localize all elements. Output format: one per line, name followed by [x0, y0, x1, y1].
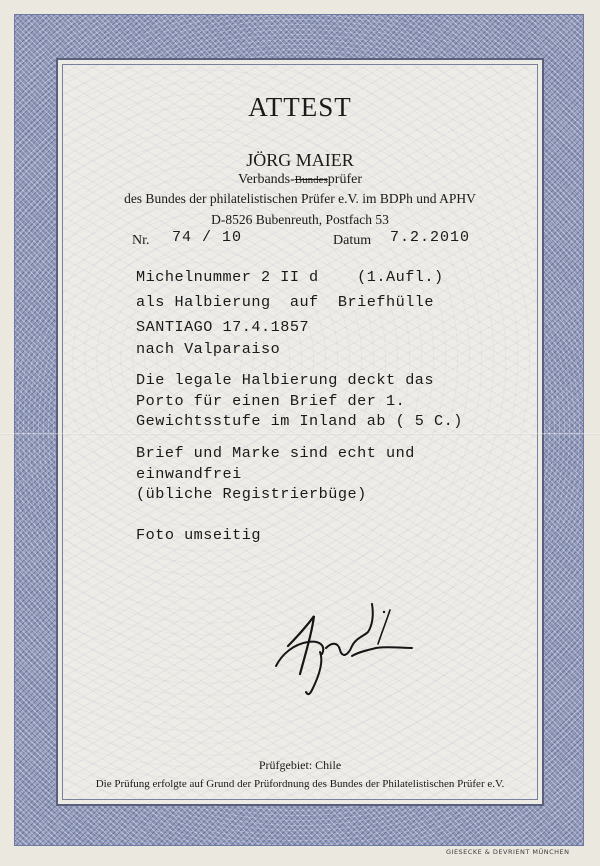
body-line: Porto für einen Brief der 1.	[136, 392, 406, 410]
number-label: Nr.	[132, 233, 150, 248]
body-line: Die legale Halbierung deckt das	[136, 371, 435, 389]
inspection-area: Prüfgebiet: Chile	[258, 758, 342, 772]
role-prefix: Verbands-	[238, 172, 295, 187]
examiner-signature	[268, 582, 418, 702]
body-line: nach Valparaiso	[136, 340, 281, 358]
body-line: (übliche Registrierbüge)	[136, 485, 367, 503]
body-line: Michelnummer 2 II d (1.Aufl.)	[136, 268, 444, 286]
number-value: 74 / 10	[172, 229, 243, 246]
body-line: einwandfrei	[136, 465, 242, 483]
body-line: Brief und Marke sind echt und	[136, 444, 415, 462]
date-value: 7.2.2010	[390, 229, 471, 246]
body-line: Foto umseitig	[136, 526, 261, 544]
date-label: Datum	[333, 233, 372, 248]
paper-fold-line	[0, 433, 600, 435]
association-line: des Bundes der philatelistischen Prüfer e.V. im BDPh und APHV	[124, 191, 476, 206]
printer-imprint: GIESECKE & DEVRIENT MÜNCHEN	[446, 848, 570, 856]
body-line: SANTIAGO 17.4.1857	[136, 318, 310, 336]
body-line: als Halbierung auf Briefhülle	[136, 293, 435, 311]
examiner-role	[0, 172, 600, 188]
regulation-note: Die Prüfung erfolgte auf Grund der Prüfordnung des Bundes der Philatelistischen Prüfer e.V.	[95, 778, 505, 790]
address-line: D-8526 Bubenreuth, Postfach 53	[211, 212, 389, 227]
examiner-name: JÖRG MAIER	[246, 150, 354, 170]
role-suffix: prüfer	[327, 172, 362, 187]
certificate-title: ATTEST	[248, 92, 352, 122]
body-line: Gewichtsstufe im Inland ab ( 5 C.)	[136, 412, 463, 430]
role-struck-word: Bundes	[294, 174, 328, 186]
